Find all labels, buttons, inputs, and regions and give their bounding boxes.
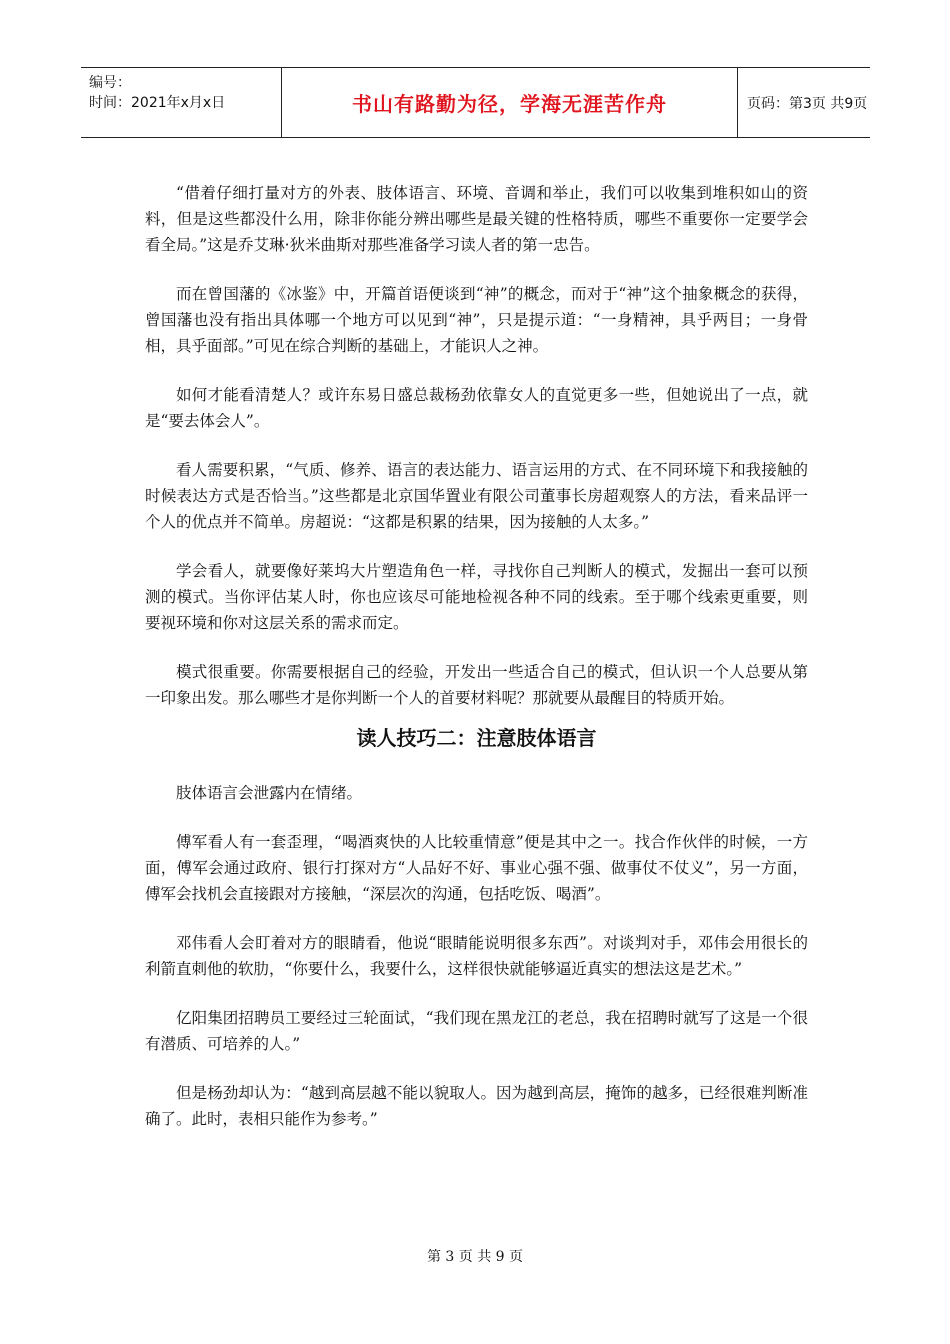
paragraph: 但是杨劲却认为：“越到高层越不能以貌取人。因为越到高层，掩饰的越多，已经很难判断准确了。此时，表相只能作为参考。” — [145, 1084, 808, 1128]
paragraph: 而在曾国藩的《冰鉴》中，开篇首语便谈到“神”的概念，而对于“神”这个抽象概念的获得，曾国藩也没有指出具体哪一个地方可以见到“神”，只是提示道：“一身精神，具乎两目；一身骨相，具乎面部。”可见在综合判断的基础上，才能识人之神。 — [145, 285, 808, 355]
paragraph: 模式很重要。你需要根据自己的经验，开发出一些适合自己的模式，但认识一个人总要从第一印象出发。那么哪些才是你判断一个人的首要材料呢？那就要从最醒目的特质开始。 — [145, 663, 808, 707]
header-meta-cell — [81, 68, 281, 137]
header-page-info: 页码：第3页 共9页 — [747, 96, 868, 112]
page-header — [81, 67, 870, 138]
header-motto: 书山有路勤为径，学海无涯苦作舟 — [352, 92, 667, 116]
paragraph: 傅军看人有一套歪理，“喝酒爽快的人比较重情意”便是其中之一。找合作伙伴的时候，一方面，傅军会通过政府、银行打探对方“人品好不好、事业心强不强、做事仗不仗义”，另一方面，傅军会找机会直接跟对方接触，“深层次的沟通，包括吃饭、喝酒”。 — [145, 833, 808, 903]
paragraph: 如何才能看清楚人？或许东易日盛总裁杨劲依靠女人的直觉更多一些，但她说出了一点，就是“要去体会人”。 — [145, 386, 808, 430]
paragraph: 学会看人，就要像好莱坞大片塑造角色一样，寻找你自己判断人的模式，发掘出一套可以预测的模式。当你评估某人时，你也应该尽可能地检视各种不同的线索。至于哪个线索更重要，则要视环境和你对这层关系的需求而定。 — [145, 562, 808, 632]
paragraph: “借着仔细打量对方的外表、肢体语言、环境、音调和举止，我们可以收集到堆积如山的资料，但是这些都没什么用，除非你能分辨出哪些是最关键的性格特质，哪些不重要你一定要学会看全局。”这是乔艾琳·狄米曲斯对那些准备学习读人者的第一忠告。 — [145, 184, 808, 254]
document-date-label: 时间：2021年x月x日 — [89, 95, 226, 111]
header-motto-cell — [281, 68, 738, 137]
section-heading: 读人技巧二：注意肢体语言 — [356, 726, 597, 750]
page-footer: 第 3 页 共 9 页 — [426, 1249, 524, 1265]
paragraph: 肢体语言会泄露内在情绪。 — [176, 784, 363, 802]
document-number-label: 编号： — [89, 75, 131, 91]
document-body — [145, 180, 808, 1155]
paragraph: 看人需要积累，“气质、修养、语言的表达能力、语言运用的方式、在不同环境下和我接触的时候表达方式是否恰当。”这些都是北京国华置业有限公司董事长房超观察人的方法，看来品评一个人的优点并不简单。房超说：“这都是积累的结果，因为接触的人太多。” — [145, 461, 808, 531]
header-page-cell — [737, 68, 870, 137]
paragraph: 邓伟看人会盯着对方的眼睛看，他说“眼睛能说明很多东西”。对谈判对手，邓伟会用很长的利箭直刺他的软肋，“你要什么，我要什么，这样很快就能够逼近真实的想法这是艺术。” — [145, 934, 808, 978]
paragraph: 亿阳集团招聘员工要经过三轮面试，“我们现在黑龙江的老总，我在招聘时就写了这是一个很有潜质、可培养的人。” — [145, 1009, 808, 1053]
